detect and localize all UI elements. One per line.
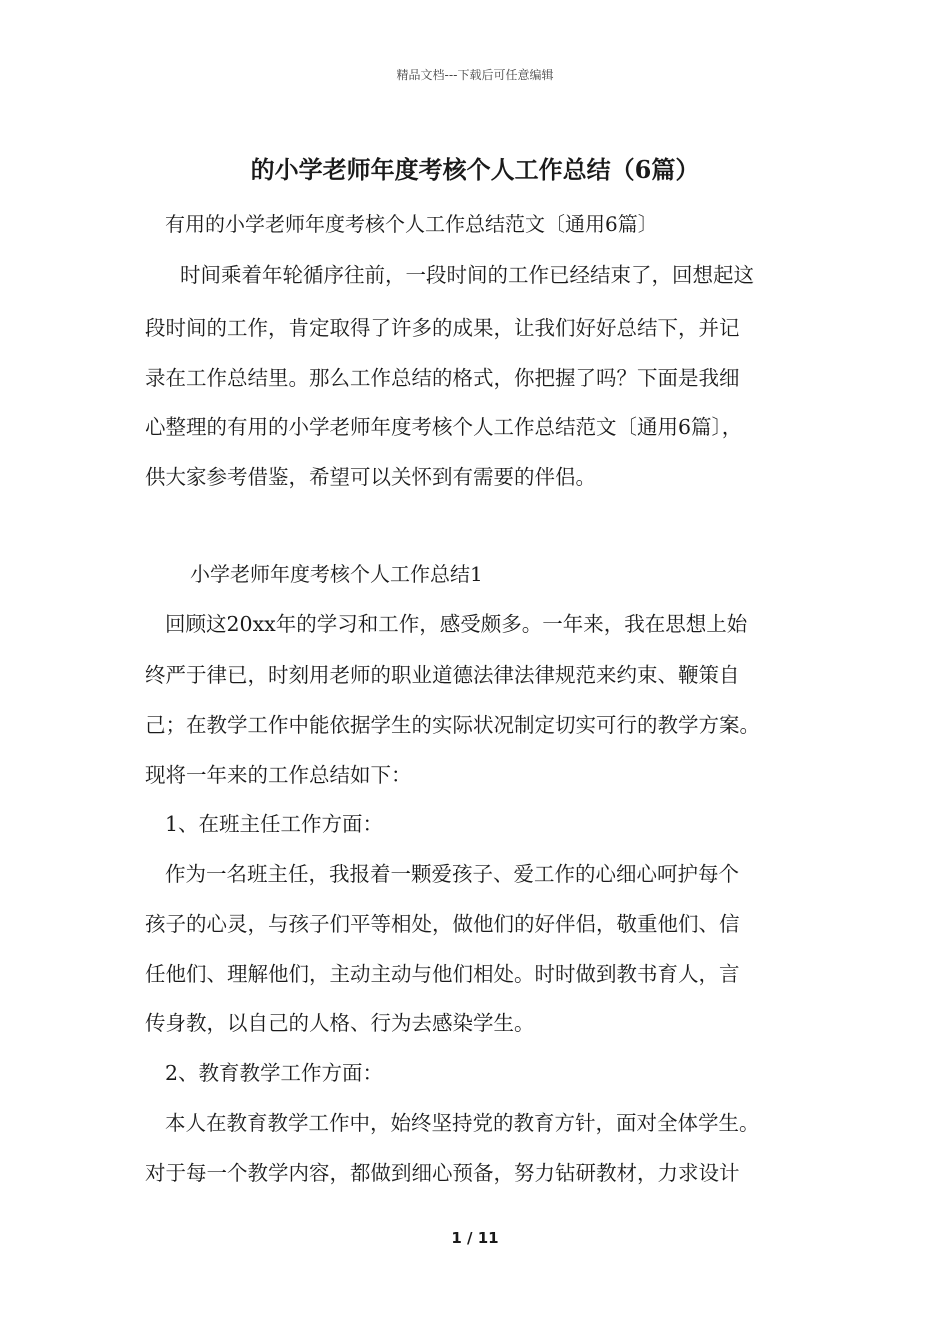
paragraph-line: 传身教，以自己的人格、行为去感染学生。 [145, 1011, 535, 1035]
page-number: 1 / 11 [451, 1229, 499, 1247]
paragraph-line: 供大家参考借鉴，希望可以关怀到有需要的伴侣。 [145, 465, 596, 489]
subheading-line: 1、在班主任工作方面： [165, 812, 384, 836]
section-heading: 小学老师年度考核个人工作总结1 [190, 562, 483, 586]
paragraph-line: 己；在教学工作中能依据学生的实际状况制定切实可行的教学方案。 [145, 713, 760, 737]
paragraph-line: 心整理的有用的小学老师年度考核个人工作总结范文〔通用6篇〕， [145, 415, 743, 439]
paragraph-line: 现将一年来的工作总结如下： [145, 763, 412, 787]
paragraph-line: 作为一名班主任，我报着一颗爱孩子、爱工作的心细心呵护每个 [165, 862, 739, 886]
page-header: 精品文档---下载后可任意编辑 [396, 68, 554, 82]
paragraph-line: 孩子的心灵，与孩子们平等相处，做他们的好伴侣，敬重他们、信 [145, 912, 740, 936]
paragraph-line: 对于每一个教学内容，都做到细心预备，努力钻研教材，力求设计 [145, 1161, 740, 1185]
paragraph-line: 时间乘着年轮循序往前，一段时间的工作已经结束了，回想起这 [180, 263, 754, 287]
paragraph-line: 本人在教育教学工作中，始终坚持党的教育方针，面对全体学生。 [165, 1111, 760, 1135]
paragraph-line: 回顾这20xx年的学习和工作，感受颇多。一年来，我在思想上始 [165, 612, 748, 636]
paragraph-line: 终严于律已，时刻用老师的职业道德法律法律规范来约束、鞭策自 [145, 663, 740, 687]
paragraph-line: 任他们、理解他们，主动主动与他们相处。时时做到教书育人，言 [145, 962, 740, 986]
subtitle-line: 有用的小学老师年度考核个人工作总结范文〔通用6篇〕 [165, 212, 658, 236]
document-title: 的小学老师年度考核个人工作总结（6篇） [250, 155, 700, 184]
paragraph-line: 录在工作总结里。那么工作总结的格式，你把握了吗？下面是我细 [145, 366, 740, 390]
paragraph-line: 段时间的工作，肯定取得了许多的成果，让我们好好总结下，并记 [145, 316, 740, 340]
subheading-line: 2、教育教学工作方面： [165, 1061, 384, 1085]
